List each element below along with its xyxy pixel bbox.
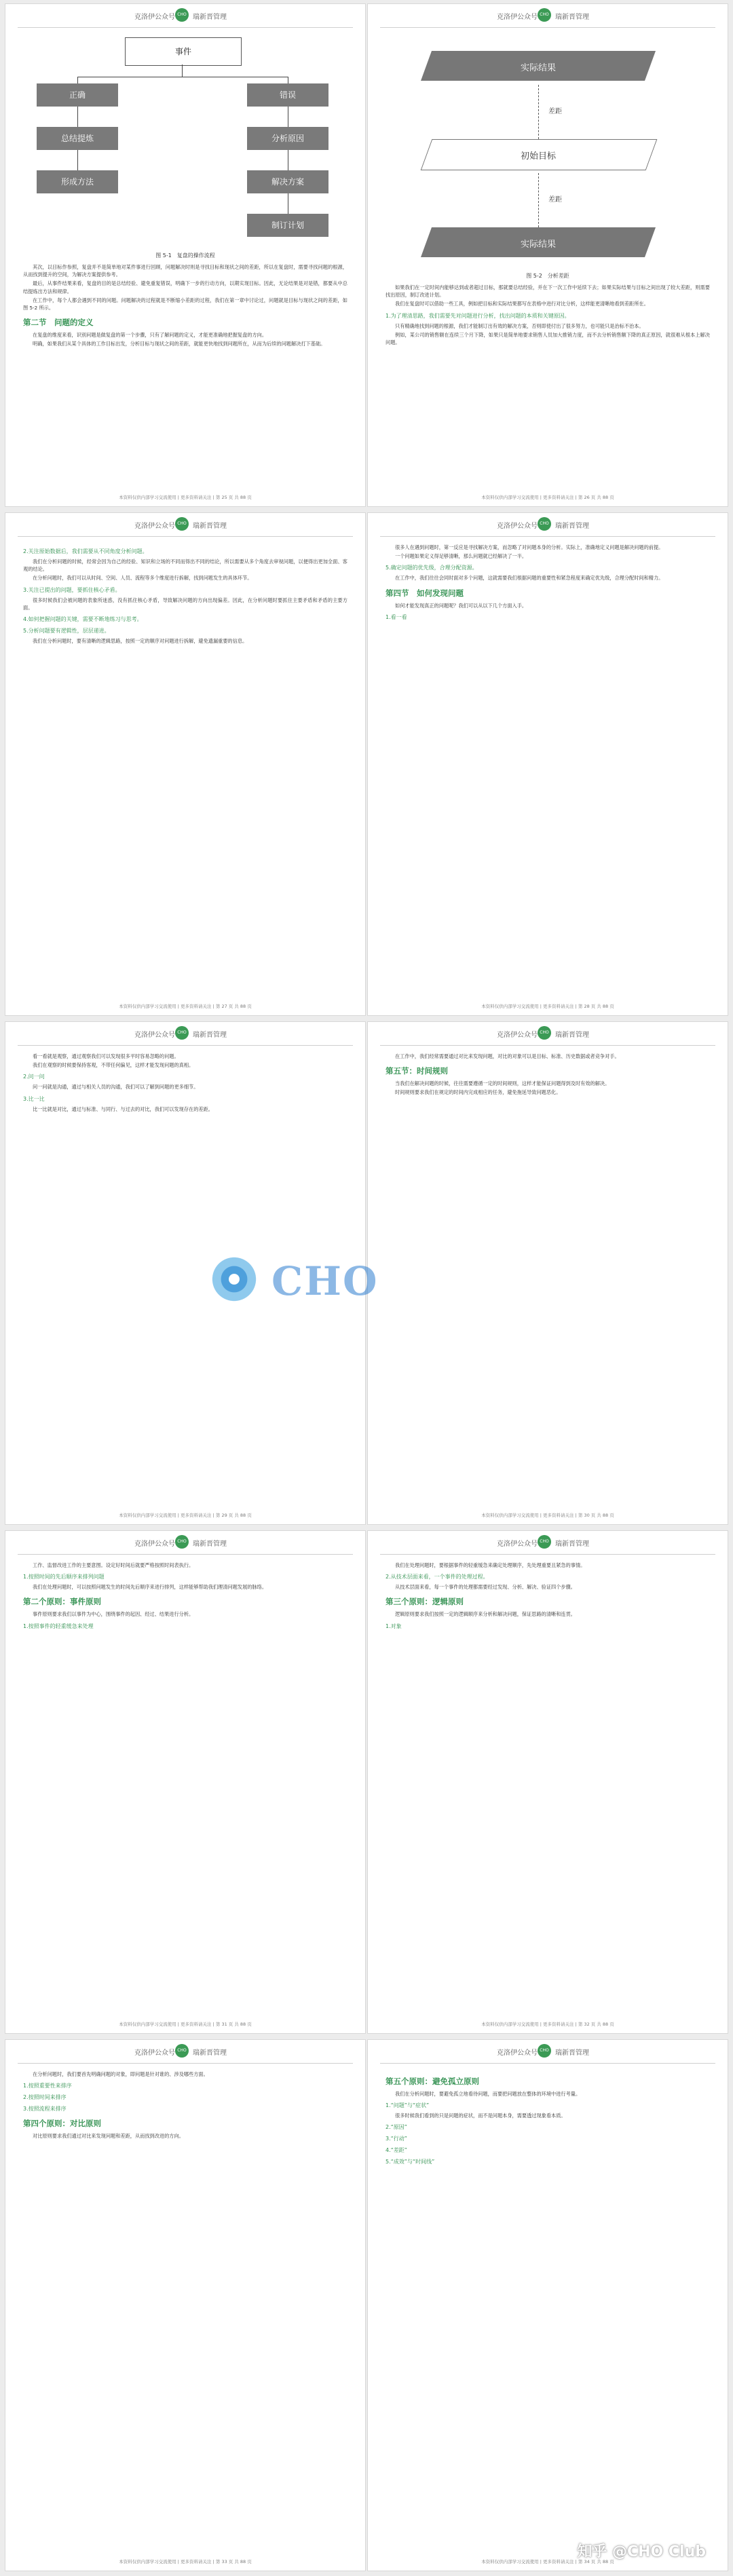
subsection-heading: 2.按照时间来排序 (23, 2094, 67, 2101)
page-1 (5, 4, 365, 506)
page-footer: 本资料仅供内部学习交流使用 | 更多资料请关注 | 第 28 页 共 88 页 (481, 1004, 614, 1009)
header-right-text: 瑞新晋管理 (555, 523, 589, 530)
brand-logo: CHO (175, 517, 189, 531)
paragraph: 很多人在遇到问题时，第一反应是寻找解决方案，而忽略了对问题本身的分析。实际上，准确地定义问题是解决问题的前提。 (395, 544, 664, 550)
numbered-heading: 3.“行动” (386, 2136, 407, 2142)
page-footer: 本资料仅供内部学习交流使用 | 更多资料请关注 | 第 34 页 共 88 页 (481, 2559, 614, 2564)
brand-logo: CHO (175, 1535, 189, 1549)
page-footer: 本资料仅供内部学习交流使用 | 更多资料请关注 | 第 25 页 共 88 页 (119, 495, 252, 500)
page-5 (5, 1022, 365, 1524)
paragraph: 比一比就是对比，通过与标准、与同行、与过去的对比，我们可以发现存在的差距。 (33, 1105, 213, 1112)
header-left-text: 克洛伊公众号 (497, 14, 538, 21)
page-10 (368, 2040, 728, 2571)
subsection-heading: 4.如何把握问题的关键，需要不断地练习与思考。 (23, 616, 143, 623)
page-footer: 本资料仅供内部学习交流使用 | 更多资料请关注 | 第 31 页 共 88 页 (119, 2022, 252, 2027)
page-footer: 本资料仅供内部学习交流使用 | 更多资料请关注 | 第 27 页 共 88 页 (119, 1004, 252, 1009)
header-right-text: 瑞新晋管理 (555, 1031, 589, 1039)
flow-node-plan: 制订计划 (247, 214, 328, 237)
review-flow-diagram (23, 37, 347, 248)
page-6 (368, 1022, 728, 1524)
paragraph: 看一看就是观察，通过观察我们可以发现很多平时容易忽略的问题。 (33, 1053, 179, 1059)
brand-logo: CHO (538, 2044, 551, 2058)
page-3 (5, 513, 365, 1015)
subsection-heading: 3.关注已提出的问题，要抓住核心矛盾。 (23, 586, 121, 593)
paragraph: 其次，以目标作参照，复盘并不是简单地对某件事进行回顾，问题解决时则是寻找目标和现状之间的差距，所以在复盘时，需要寻找问题的根源，从而找到提升的空间，为解决方案提供参考。 (23, 264, 347, 278)
paragraph: 问一问就是沟通，通过与相关人员的沟通，我们可以了解到问题的更多细节。 (33, 1084, 199, 1091)
flow-node-method: 形成方法 (37, 170, 118, 193)
page-footer: 本资料仅供内部学习交流使用 | 更多资料请关注 | 第 29 页 共 88 页 (119, 1513, 252, 1518)
subsection-heading: 1.按照重要性来排序 (23, 2083, 72, 2089)
figure-caption: 图 5-2 分析差距 (526, 273, 569, 279)
flow-node-error: 错误 (247, 83, 328, 107)
diagram-label-mid: 初始目标 (520, 151, 556, 162)
page-header (18, 4, 353, 28)
flow-node-solution: 解决方案 (247, 170, 328, 193)
diagram-label-bottom: 实际结果 (520, 240, 556, 250)
page-4 (368, 513, 728, 1015)
page-header (380, 1022, 715, 1046)
subsection-heading: 2.从技术层面来看，一个事件的处理过程。 (386, 1574, 489, 1580)
paragraph: 例如，某公司的销售额在连续三个月下降，如果只是简单地要求销售人员加大推销力度，而不去分析销售额下降的真正原因，就很难从根本上解决问题。 (386, 331, 710, 346)
brand-logo: CHO (175, 8, 189, 22)
page-header (380, 513, 715, 537)
paragraph: 我们在处理问题时，可以按照问题发生的时间先后顺序来进行排列，这样能够帮助我们理清问题发展的脉络。 (33, 1584, 267, 1591)
page-footer: 本资料仅供内部学习交流使用 | 更多资料请关注 | 第 33 页 共 88 页 (119, 2559, 252, 2564)
paragraph: 如何才能发现真正的问题呢？我们可以从以下几个方面入手。 (395, 602, 527, 609)
page-footer: 本资料仅供内部学习交流使用 | 更多资料请关注 | 第 32 页 共 88 页 (481, 2022, 614, 2027)
paragraph: 对比原则要求我们通过对比来发现问题和差距，从而找到改进的方向。 (33, 2133, 184, 2140)
section-heading: 第三个原则：逻辑原则 (386, 1597, 464, 1607)
paragraph: 很多时候我们看到的只是问题的症状，而不是问题本身，需要透过现象看本质。 (395, 2113, 566, 2119)
brand-logo: CHO (175, 2044, 189, 2058)
page-7 (5, 1531, 365, 2033)
page-8 (368, 1531, 728, 2033)
brand-logo: CHO (538, 517, 551, 531)
paragraph: 在分析问题时，我们可以从时间、空间、人员、流程等多个维度进行拆解，找到问题发生的具体环节。 (33, 575, 252, 582)
diagram-label-top: 实际结果 (520, 63, 556, 73)
numbered-heading: 2.“原因” (386, 2124, 407, 2131)
section-heading: 第四节 如何发现问题 (386, 588, 464, 598)
figure-caption: 图 5-1 复盘的操作流程 (155, 252, 215, 259)
paragraph: 我们在处理问题时，要根据事件的轻重缓急来确定处理顺序，先处理重要且紧急的事情。 (395, 1562, 586, 1568)
subsection-heading: 5.确定问题的优先级，合理分配资源。 (386, 565, 478, 571)
flow-node-correct: 正确 (37, 83, 118, 107)
paragraph: 我们在观察的时候要保持客观，不带任何偏见，这样才能发现问题的真相。 (33, 1062, 194, 1069)
paragraph: 在工作中，我们经常需要通过对比来发现问题，对比的对象可以是目标、标准、历史数据或者竞争对手。 (395, 1053, 620, 1059)
subsection-heading: 1.为了理清思路，我们需要先对问题进行分析，找出问题的本质和关键原因。 (386, 312, 570, 319)
paragraph: 我们在分析问题时，要避免孤立地看待问题，而要把问题放在整体的环境中进行考量。 (395, 2091, 581, 2097)
section-heading: 第二节 问题的定义 (23, 318, 94, 328)
numbered-heading: 3.比一比 (23, 1095, 45, 1102)
numbered-heading: 1.看一看 (386, 613, 407, 620)
section-heading: 第五节：时间规则 (386, 1066, 448, 1076)
page-header (18, 1022, 353, 1046)
paragraph: 从技术层面来看，每一个事件的处理都需要经过发现、分析、解决、验证四个步骤。 (395, 1584, 576, 1591)
header-right-text: 瑞新晋管理 (555, 2049, 589, 2057)
watermark-text: CHO (271, 1258, 379, 1304)
header-right-text: 瑞新晋管理 (193, 1540, 227, 1548)
paragraph: 一个问题如果定义得足够清晰，那么问题就已经解决了一半。 (395, 553, 527, 560)
page-header (18, 513, 353, 537)
subsection-heading: 2.关注原始数据后，我们需要从不同角度分析问题。 (23, 548, 148, 554)
header-left-text: 克洛伊公众号 (134, 2049, 175, 2057)
paragraph: 当我们在解决问题的时候，往往需要遵循一定的时间规则，这样才能保证问题得到及时有效的解决。 (395, 1080, 610, 1087)
diagram-gap-upper: 差距 (548, 108, 562, 115)
paragraph: 工作、监督改进工作的主要意图。设定好时间后就要严格按照时间表执行。 (33, 1562, 194, 1568)
brand-logo: CHO (175, 1026, 189, 1040)
diagram-gap-lower: 差距 (548, 196, 562, 204)
paragraph: 我们在分析问题的时候，经常会因为自己的经验、知识和立场的不同而得出不同的结论，所以需要从多个角度去审视问题，以便得出更加全面、客观的结论。 (23, 558, 347, 573)
numbered-heading: 2.问一问 (23, 1074, 45, 1080)
numbered-heading: 5.“成效”与“时间线” (386, 2159, 435, 2165)
header-left-text: 克洛伊公众号 (497, 1540, 538, 1548)
header-left-text: 克洛伊公众号 (134, 1031, 175, 1039)
header-left-text: 克洛伊公众号 (497, 1031, 538, 1039)
paragraph: 在复盘的维度来看，识别问题是做复盘的第一个步骤，只有了解问题的定义，才能更准确地把握复盘的方向。 (33, 332, 267, 339)
header-right-text: 瑞新晋管理 (193, 14, 227, 21)
page-footer: 本资料仅供内部学习交流使用 | 更多资料请关注 | 第 30 页 共 88 页 (481, 1513, 614, 1518)
paragraph: 在工作中，我们往往会同时面对多个问题，这就需要我们根据问题的重要性和紧急程度来确定优先级，合理分配时间和精力。 (395, 575, 664, 582)
zhihu-credit: 知乎 @CHO Club (577, 2543, 706, 2560)
header-left-text: 克洛伊公众号 (497, 523, 538, 530)
paragraph: 在工作中，每个人都会遇到不同的问题。问题解决的过程就是不断缩小差距的过程，我们在第一章中讨论过，问题就是目标与现状之间的差距，如图 5-2 所示。 (23, 297, 347, 311)
header-right-text: 瑞新晋管理 (193, 523, 227, 530)
section-heading: 第二个原则：事件原则 (23, 1597, 101, 1607)
page-header (380, 2040, 715, 2064)
header-right-text: 瑞新晋管理 (555, 1540, 589, 1548)
gap-diagram (386, 44, 710, 268)
header-left-text: 克洛伊公众号 (497, 2049, 538, 2057)
header-right-text: 瑞新晋管理 (555, 14, 589, 21)
paragraph: 我们在复盘时可以借助一些工具，例如把目标和实际结果都写在表格中进行对比分析，这样能更清晰地看到差距所在。 (395, 301, 649, 307)
paragraph: 最后，从事件结果来看，复盘的目的是总结经验、避免重复错误，明确下一步的行动方向，以期实现目标。因此，无论结果是对是错，都要从中总结提炼出方法和规律。 (23, 280, 347, 295)
paragraph: 明确，如果我们从某个具体的工作目标出发，分析目标与现状之间的差距，就能更快地找到问题所在，从而为后续的问题解决打下基础。 (33, 341, 326, 347)
page-2 (368, 4, 728, 506)
header-left-text: 克洛伊公众号 (134, 14, 175, 21)
page-header (18, 1531, 353, 1555)
paragraph: 在分析问题时，我们要首先明确问题的对象，即问题是针对谁的、涉及哪些方面。 (33, 2071, 208, 2077)
header-right-text: 瑞新晋管理 (193, 1031, 227, 1039)
numbered-heading: 4.“差距” (386, 2147, 407, 2154)
brand-logo: CHO (538, 8, 551, 22)
subsection-heading: 3.按照流程来排序 (23, 2106, 67, 2113)
section-heading: 第五个原则：避免孤立原则 (386, 2077, 479, 2086)
numbered-heading: 1.对象 (386, 1623, 402, 1629)
header-right-text: 瑞新晋管理 (193, 2049, 227, 2057)
page-header (380, 1531, 715, 1555)
paragraph: 事件原则要求我们以事件为中心，围绕事件的起因、经过、结果进行分析。 (33, 1611, 194, 1618)
numbered-heading: 1.“问题”与“症状” (386, 2102, 430, 2109)
subsection-heading: 1.按照时间的先后顺序来排列问题 (23, 1574, 105, 1580)
flow-node-event: 事件 (125, 37, 242, 66)
flow-node-summarize: 总结提炼 (37, 127, 118, 150)
page-footer: 本资料仅供内部学习交流使用 | 更多资料请关注 | 第 26 页 共 88 页 (481, 495, 614, 500)
header-left-text: 克洛伊公众号 (134, 1540, 175, 1548)
paragraph: 逻辑原则要求我们按照一定的逻辑顺序来分析和解决问题，保证思路的清晰和连贯。 (395, 1611, 576, 1618)
subsection-heading: 1.按照事件的轻重缓急来处理 (23, 1623, 94, 1629)
paragraph: 时间规则要求我们在规定的时间内完成相应的任务，避免拖延导致问题恶化。 (395, 1089, 561, 1096)
brand-logo: CHO (538, 1026, 551, 1040)
header-left-text: 克洛伊公众号 (134, 523, 175, 530)
page-header (18, 2040, 353, 2064)
brand-logo: CHO (538, 1535, 551, 1549)
paragraph: 如果我们在一定时间内能够达到或者超过目标，那就要总结经验，并在下一次工作中延续下去；如果实际结果与目标之间出现了较大差距，则需要找出原因，制订改进计划。 (386, 284, 710, 299)
paragraph: 只有精确地找到问题的根源，我们才能制订出有效的解决方案，否则即使付出了很多努力，也可能只是治标不治本。 (395, 322, 644, 329)
flow-node-analyze-cause: 分析原因 (247, 127, 328, 150)
paragraph: 很多时候我们会被问题的表象所迷惑，没有抓住核心矛盾，导致解决问题的方向出现偏差。因此，在分析问题时要抓住主要矛盾和矛盾的主要方面。 (23, 596, 347, 611)
subsection-heading: 5.分析问题要有逻辑性，层层递进。 (23, 628, 110, 634)
paragraph: 我们在分析问题时，要有清晰的逻辑思路，按照一定的顺序对问题进行拆解，避免遗漏重要的信息。 (33, 638, 248, 645)
page-9 (5, 2040, 365, 2571)
page-header (380, 4, 715, 28)
section-heading: 第四个原则：对比原则 (23, 2119, 101, 2129)
